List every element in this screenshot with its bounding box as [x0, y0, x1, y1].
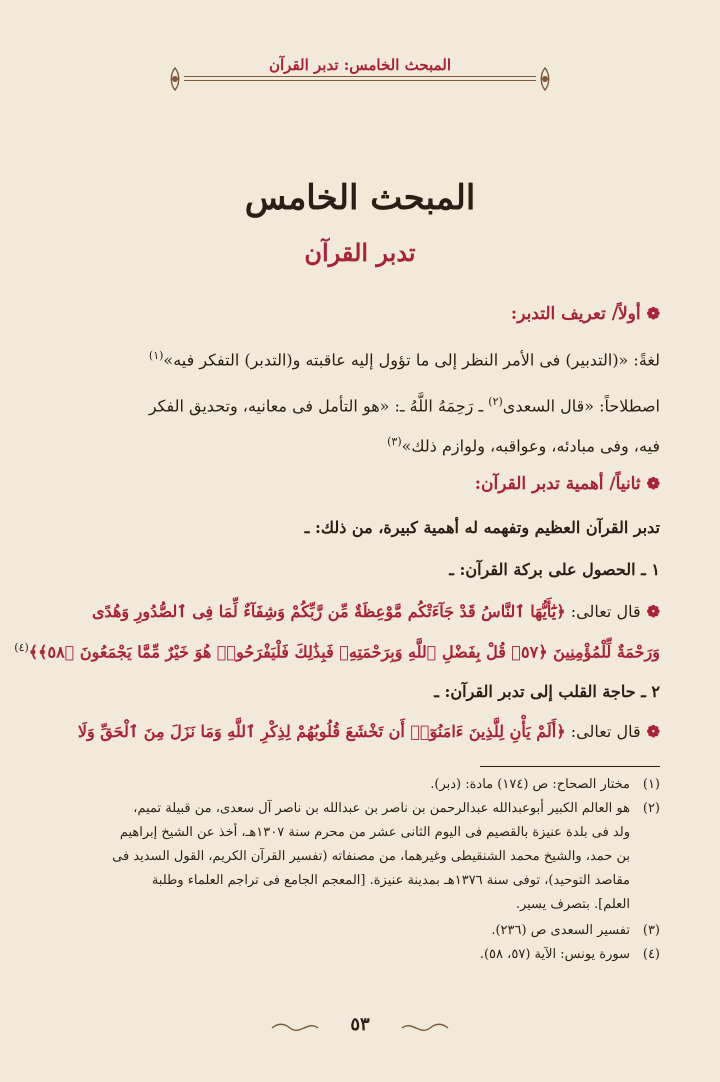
footnote-ref: (١): [148, 349, 164, 362]
text-run: اصطلاحاً: «قال السعدى: [502, 396, 660, 416]
text-run: ـ رَحِمَهُ اللَّهُ ـ: «هو التأمل فى معانيه، وتحديق الفكر: [148, 396, 484, 416]
footnote-number: (٣): [642, 923, 660, 938]
flower-bullet-icon: ❁: [646, 602, 660, 621]
footnote-text: تفسير السعدى ص (٢٣٦).: [491, 923, 630, 938]
section-heading-text: ثانياً/ أهمية تدبر القرآن:: [474, 474, 641, 494]
point-heading: ٢ ـ حاجة القلب إلى تدبر القرآن: ـ: [434, 682, 660, 701]
footnote-text: مختار الصحاح: ص (١٧٤) مادة: (دبر).: [430, 777, 630, 792]
footnote-number: (٤): [642, 947, 660, 962]
verse-label: قال تعالى:: [565, 722, 641, 741]
running-header: [170, 52, 550, 92]
footnote-continued: العلم]. بتصرف يسير.: [515, 897, 630, 912]
footnote: [60, 798, 660, 820]
section-heading-text: أولاً/ تعريف التدبر:: [510, 304, 641, 324]
footnote-ref: (٤): [14, 641, 29, 654]
verse-label: قال تعالى:: [565, 602, 641, 621]
footnote-text: هو العالم الكبير أبوعبدالله عبدالرحمن بن ناصر بن عبدالله بن ناصر آل سعدى، من قبيلة تميم،: [133, 801, 630, 816]
footnote-continued: بن حمد، والشيخ محمد الشنقيطى وغيرهما، من مصنفاته (تفسير القرآن الكريم، القول السديد فى: [112, 849, 630, 864]
point-heading: ١ ـ الحصول على بركة القرآن: ـ: [449, 560, 660, 579]
section-heading: [60, 470, 660, 498]
definition-linguistic: [60, 342, 660, 374]
flower-bullet-icon: ❁: [646, 474, 660, 493]
footnote-number: (٢): [642, 801, 660, 816]
verse-line: [14, 634, 660, 666]
running-header-title: المبحث الخامس: تدبر القرآن: [269, 56, 451, 74]
flower-bullet-icon: ❁: [646, 722, 660, 741]
header-rule: [184, 80, 536, 81]
footnote-continued: ولد فى بلدة عنيزة بالقصيم فى اليوم الثانى عشر من محرم سنة ١٣٠٧هـ، أخذ عن الشيخ إبراهيم: [119, 825, 630, 840]
page-footer: [260, 1010, 460, 1046]
footnote: [60, 920, 660, 942]
footnote-ref: (٣): [387, 435, 402, 448]
footnote-continued: مقاصد التوحيد)، توفى سنة ١٣٧٦هـ بمدينة عنيزة. [المعجم الجامع فى تراجم العلماء وطلبة: [151, 873, 630, 888]
text-run: فيه، وفى مبادئه، وعواقبه، ولوازم ذلك»: [401, 436, 660, 456]
definition-technical-cont: [60, 428, 660, 460]
page-number: ٥٣: [350, 1014, 370, 1035]
footnote-divider: [480, 766, 660, 767]
intro-paragraph: تدبر القرآن العظيم وتفهمه له أهمية كبيرة، من ذلك: ـ: [304, 518, 660, 537]
text-run: لغةً: «(التدبير) فى الأمر النظر إلى ما تؤول إليه عاقبته و(التدبر) التفكر فيه»: [163, 350, 660, 370]
flourish-icon: [270, 1020, 320, 1036]
header-rule: [184, 76, 536, 77]
footnote: [60, 774, 660, 796]
section-heading: [60, 300, 660, 328]
verse-line: [60, 598, 660, 626]
chapter-title: المبحث الخامس: [244, 178, 476, 218]
footnote-ref: (٢): [488, 395, 503, 408]
quran-verse: ﴿يَٰٓأَيُّهَا ٱلنَّاسُ قَدْ جَآءَتْكُم مَّوْعِظَةٌ مِّن رَّبِّكُمْ وَشِفَآءٌ لِّمَا فِى ٱلصُّدُورِ وَهُدًى: [92, 602, 566, 621]
ornament-icon: [162, 66, 188, 92]
footnote-text: سورة يونس: الآية (٥٧، ٥٨).: [479, 947, 630, 962]
chapter-subtitle: تدبر القرآن: [304, 238, 416, 267]
flower-bullet-icon: ❁: [646, 304, 660, 323]
definition-technical: [60, 388, 660, 420]
footnote: [60, 944, 660, 966]
quran-verse: وَرَحْمَةٌ لِّلْمُؤْمِنِينَ ﴿٥٧﴾ قُلْ بِفَضْلِ ٱللَّهِ وَبِرَحْمَتِهِۦ فَبِذَٰلِكَ فَلْيَفْرَحُوا۟ هُوَ خَيْرٌ مِّمَّا يَجْمَعُونَ ﴿٥٨﴾﴾: [28, 642, 660, 662]
verse-line: [60, 718, 660, 746]
footnote-number: (١): [642, 777, 660, 792]
quran-verse: ﴿أَلَمْ يَأْنِ لِلَّذِينَ ءَامَنُوٓا۟ أَن تَخْشَعَ قُلُوبُهُمْ لِذِكْرِ ٱللَّهِ وَمَا نَزَلَ مِنَ ٱلْحَقِّ وَلَا: [77, 722, 566, 741]
